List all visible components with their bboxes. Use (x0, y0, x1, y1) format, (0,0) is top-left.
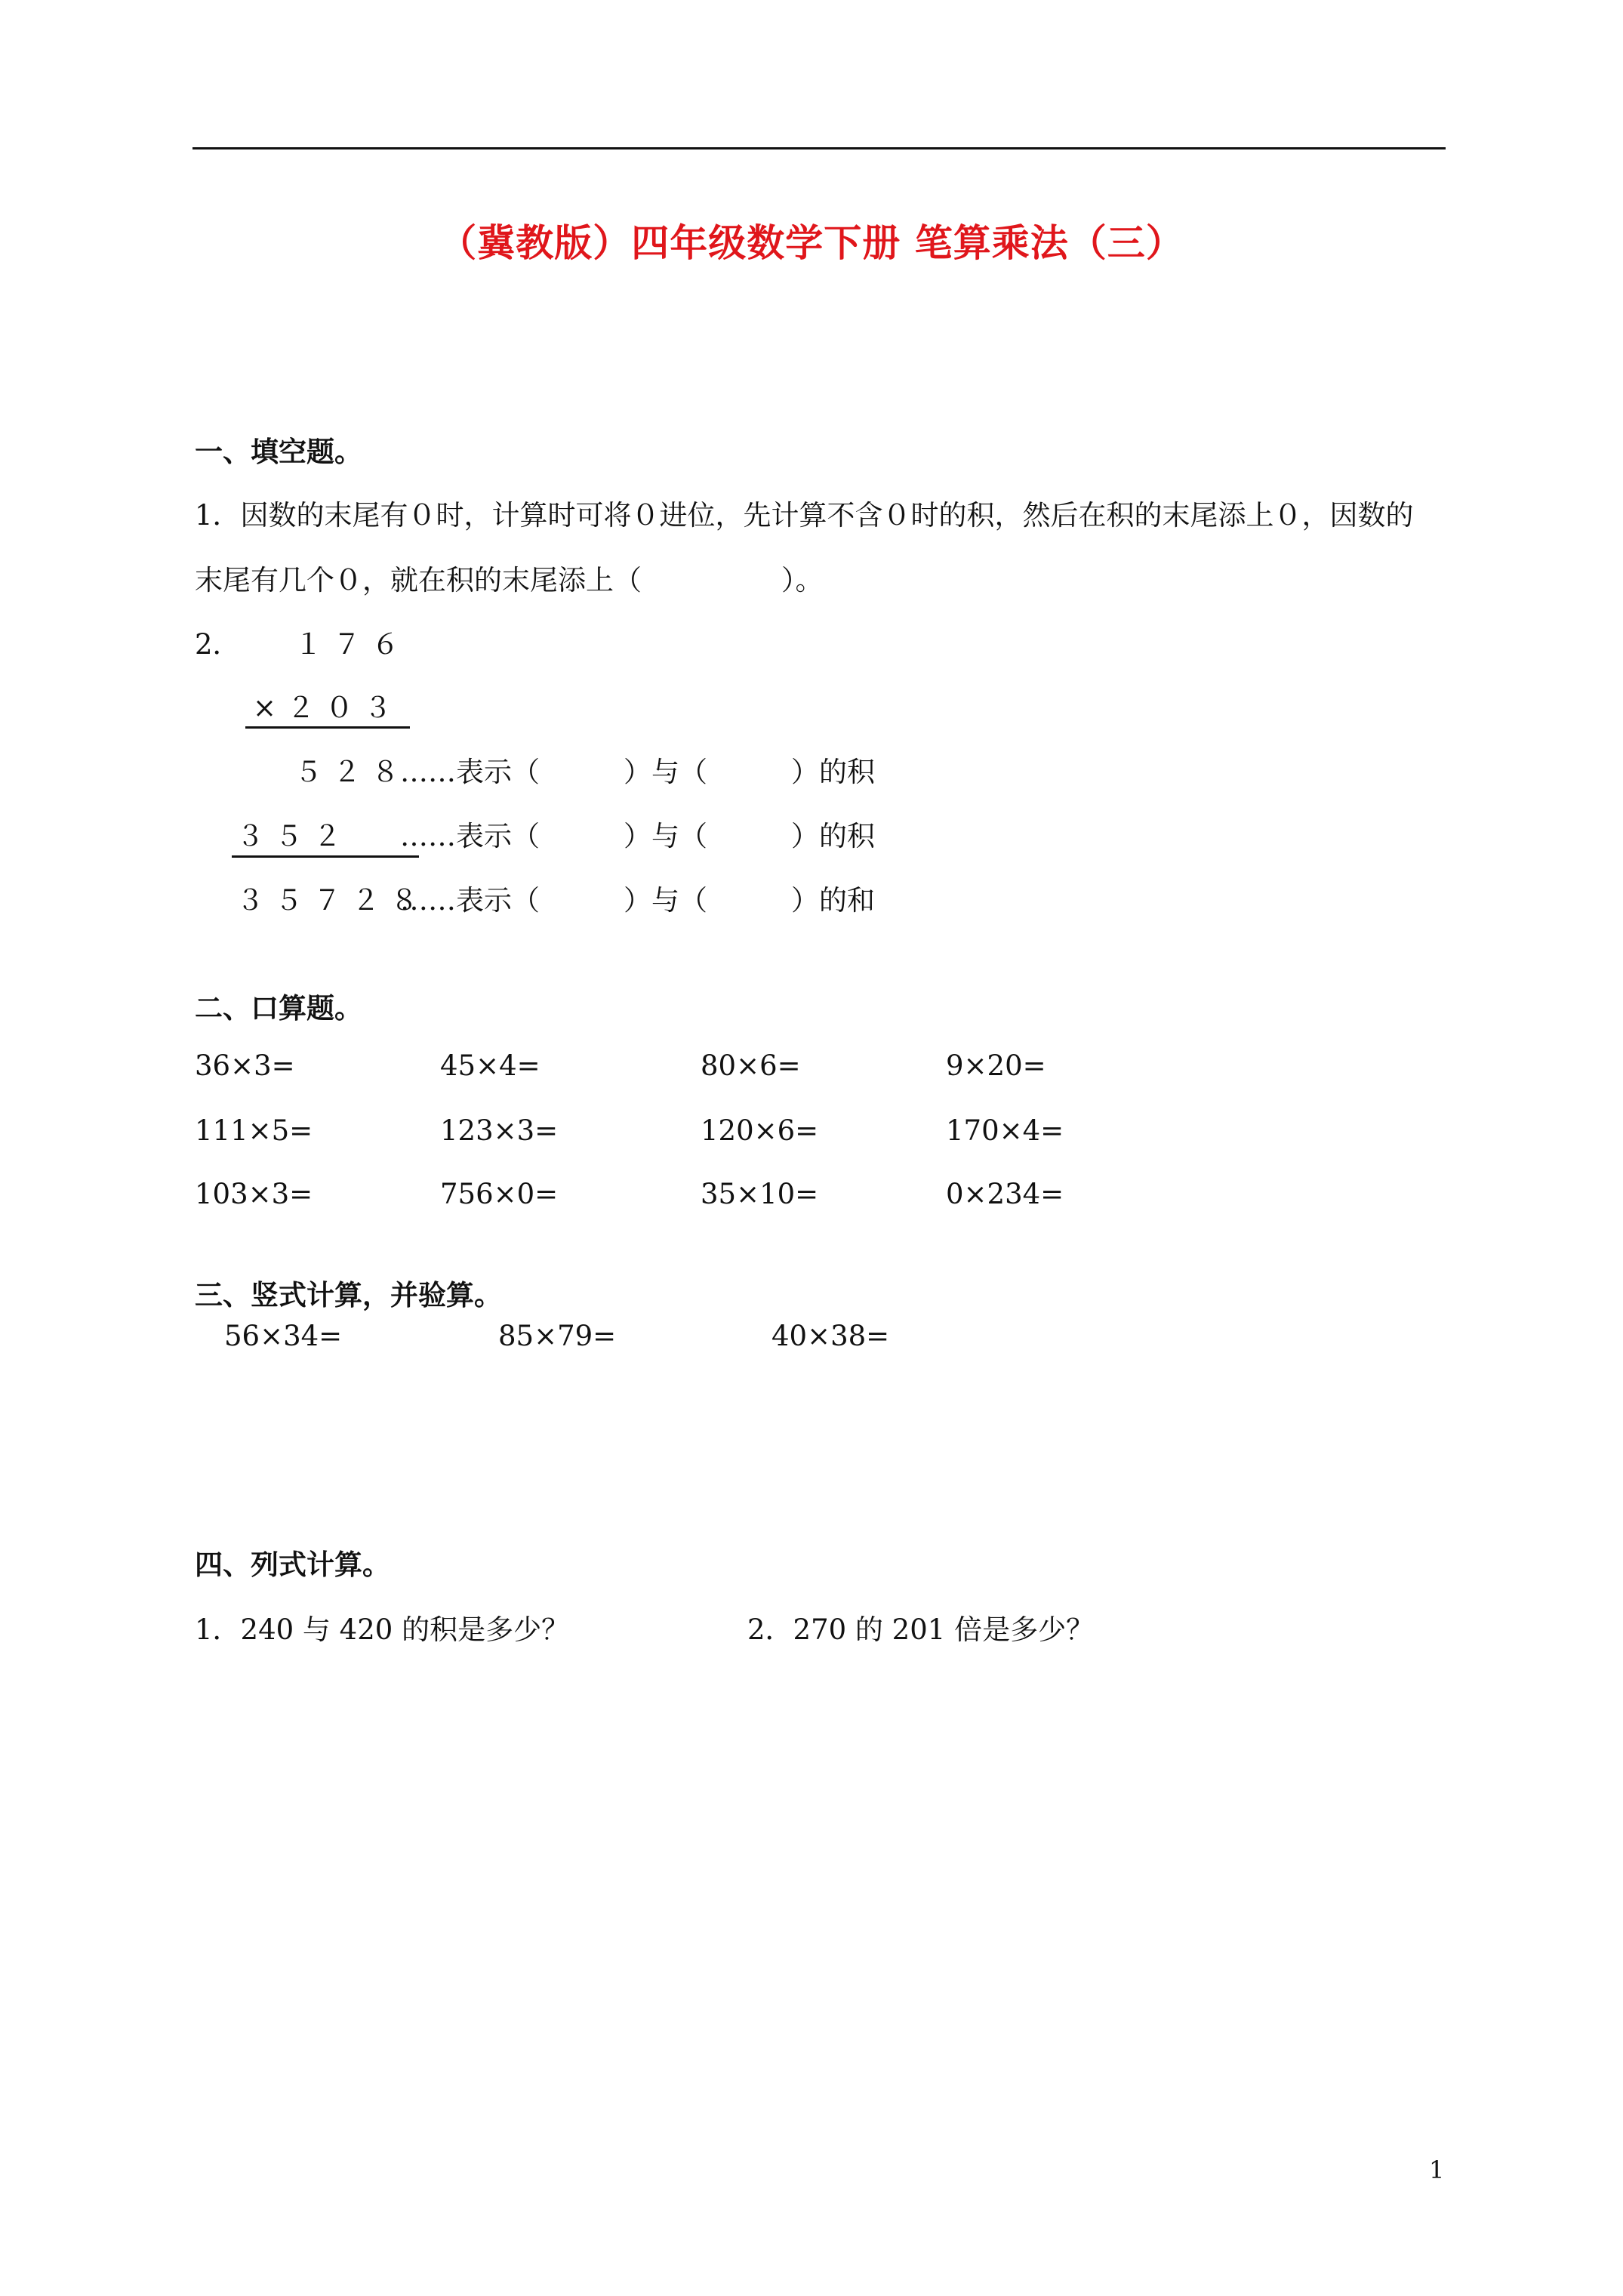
multiplier: ×２０３ (253, 692, 403, 724)
vertical-calc-item: 85×79= (498, 1320, 617, 1352)
oral-calc-item: 45×4= (440, 1049, 540, 1082)
final-product-desc: ……表示（ ）与（ ）的和 (400, 884, 875, 917)
section2-heading: 二、口算题。 (195, 991, 362, 1025)
oral-calc-item: 120×6= (701, 1114, 819, 1147)
section1-heading: 一、填空题。 (195, 435, 362, 468)
vertical-calc-item: 40×38= (771, 1320, 890, 1352)
section1-q2-label: 2． (195, 628, 241, 661)
oral-calc-item: 35×10= (701, 1178, 819, 1210)
oral-calc-item: 36×3= (195, 1049, 295, 1082)
product-rule-1 (245, 726, 410, 729)
multiplicand: １７６ (294, 628, 410, 661)
word-problem-2: 2．270 的 201 倍是多少？ (747, 1613, 1095, 1646)
oral-calc-item: 103×3= (195, 1178, 313, 1210)
oral-calc-item: 9×20= (946, 1049, 1046, 1082)
partial-product-2-desc: ……表示（ ）与（ ）的积 (400, 820, 875, 852)
oral-calc-item: 80×6= (701, 1049, 801, 1082)
oral-calc-item: 756×0= (440, 1178, 559, 1210)
section1-q1-line2: 末尾有几个０，就在积的末尾添上（ ）。 (195, 564, 824, 596)
partial-product-1-desc: ……表示（ ）与（ ）的积 (400, 756, 875, 788)
final-product: ３５７２８ (236, 884, 429, 917)
oral-calc-item: 0×234= (946, 1178, 1064, 1210)
page-title: （冀教版）四年级数学下册 笔算乘法（三） (439, 220, 1184, 265)
partial-product-1: ５２８ (294, 756, 410, 788)
word-problem-1: 1．240 与 420 的积是多少？ (195, 1613, 570, 1646)
oral-calc-item: 111×5= (195, 1114, 313, 1147)
oral-calc-item: 123×3= (440, 1114, 559, 1147)
partial-product-2: ３５２ (236, 820, 352, 852)
section4-heading: 四、列式计算。 (195, 1548, 390, 1581)
vertical-calc-item: 56×34= (224, 1320, 343, 1352)
header-rule (192, 147, 1446, 149)
page-number: 1 (1429, 2156, 1445, 2184)
section1-q1-line1: 1．因数的末尾有０时，计算时可将０进位，先计算不含０时的积，然后在积的末尾添上０，因数的 (195, 499, 1414, 532)
product-rule-2 (232, 855, 419, 858)
oral-calc-item: 170×4= (946, 1114, 1064, 1147)
section3-heading: 三、竖式计算，并验算。 (195, 1278, 502, 1311)
